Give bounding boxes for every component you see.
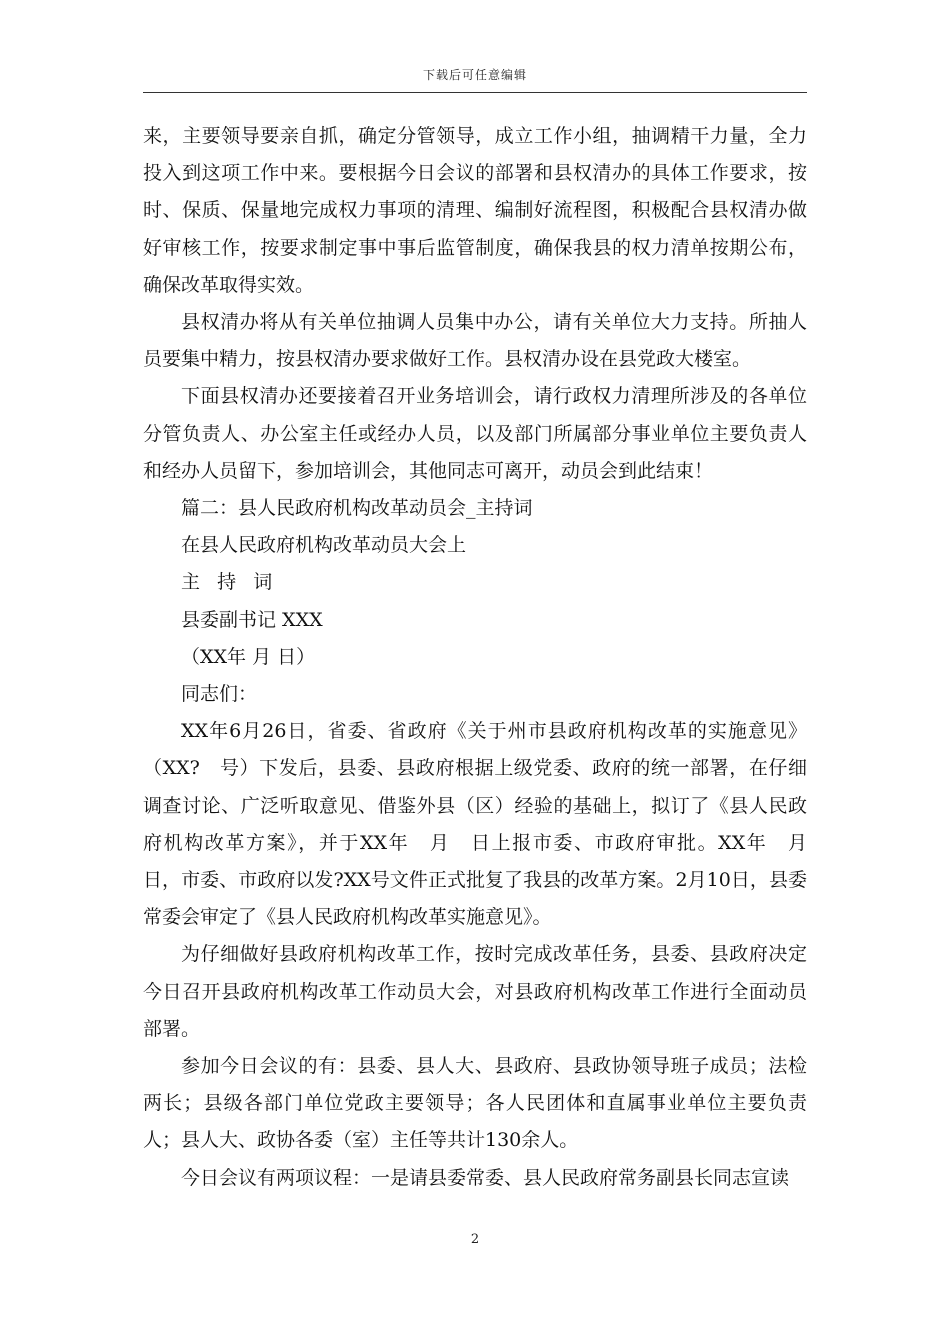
header-rule — [143, 92, 807, 93]
paragraph-attendees: 参加今日会议的有：县委、县人大、县政府、县政协领导班子成员；法检两长；县级各部门单位党政主要领导；各人民团体和直属事业单位主要负责人；县人大、政协各委（室）主任等共计130余人。 — [143, 1055, 807, 1152]
paragraph-1: 来，主要领导要亲自抓，确定分管领导，成立工作小组，抽调精干力量，全力投入到这项工作中来。要根据今日会议的部署和县权清办的具体工作要求，按时、保质、保量地完成权力事项的清理、编制好流程图，积极配合县权清办做好审核工作，按要求制定事中事后监管制度，确保我县的权力清单按期公布，确保改革取得实效。 — [143, 125, 807, 296]
page-header: 下载后可任意编辑 — [422, 68, 527, 82]
document-body — [143, 118, 827, 1197]
speech-subtitle: 主持词 — [181, 571, 290, 594]
paragraph-3: 下面县权清办还要接着召开业务培训会，请行政权力清理所涉及的各单位分管负责人、办公室主任或经办人员，以及部门所属部分事业单位主要负责人和经办人员留下，参加培训会，其他同志可离开，动员会到此结束！ — [143, 385, 807, 482]
paragraph-2: 县权清办将从有关单位抽调人员集中办公，请有关单位大力支持。所抽人员要集中精力，按县权清办要求做好工作。县权清办设在县党政大楼室。 — [143, 311, 807, 371]
paragraph-purpose: 为仔细做好县政府机构改革工作，按时完成改革任务，县委、县政府决定今日召开县政府机构改革工作动员大会，对县政府机构改革工作进行全面动员部署。 — [143, 943, 807, 1040]
speech-title: 在县人民政府机构改革动员大会上 — [181, 534, 467, 557]
page-number: 2 — [470, 1232, 480, 1247]
speaker-line: 县委副书记 XXX — [181, 608, 323, 631]
section-title: 篇二：县人民政府机构改革动员会_主持词 — [181, 497, 533, 520]
date-line: （XX年 月 日） — [181, 645, 316, 668]
salutation: 同志们： — [181, 683, 258, 706]
paragraph-background: XX年6月26日，省委、省政府《关于州市县政府机构改革的实施意见》（XX? 号）下发后，县委、县政府根据上级党委、政府的统一部署，在仔细调查讨论、广泛听取意见、借鉴外县（区）经验的基础上，拟订了《县人民政府机构改革方案》，并于XX年 月 日上报市委、市政府审批。XX年 月 日，市委、市政府以发?XX号文件正式批复了我县的改革方案。2月10日，县委常委会审定了《县人民政府机构改革实施意见》。 — [143, 720, 827, 929]
paragraph-agenda: 今日会议有两项议程：一是请县委常委、县人民政府常务副县长同志宣读 — [181, 1166, 790, 1189]
